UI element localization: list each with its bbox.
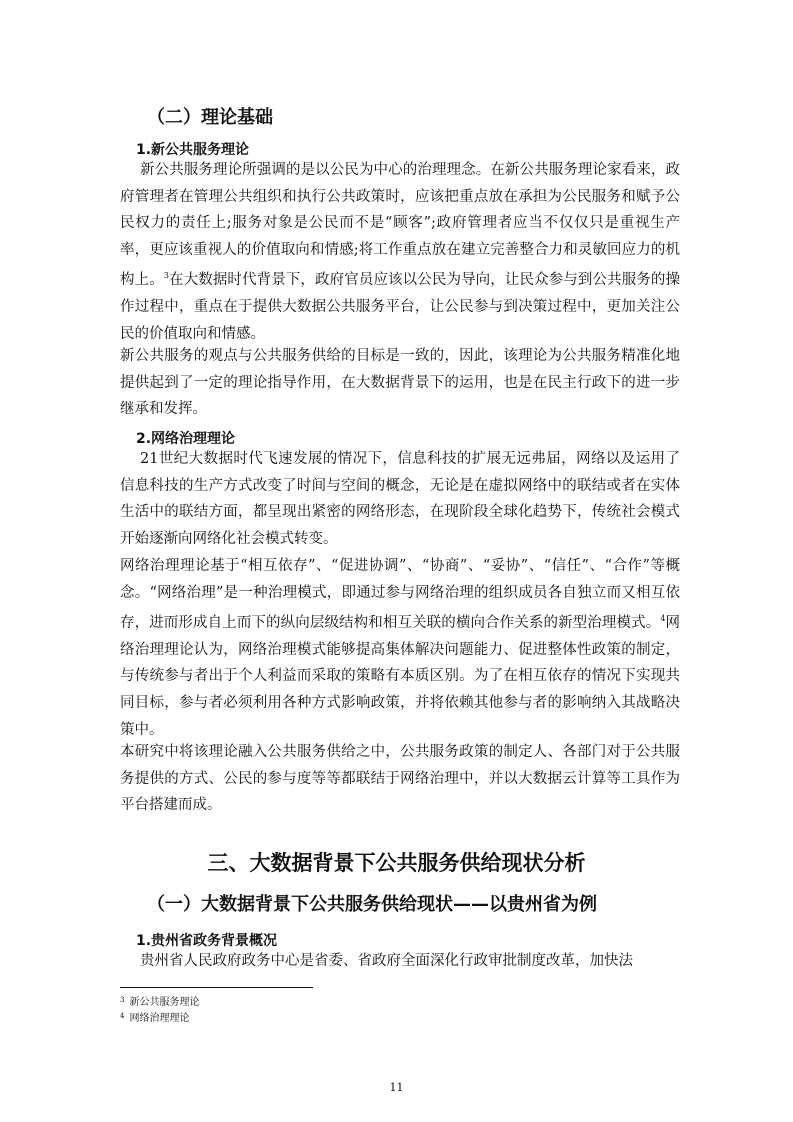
paragraph-guizhou-background: 贵州省人民政府政务中心是省委、省政府全面深化行政审批制度改革，加快法 [140,953,633,969]
paragraph-new-public-service-2: 新公共服务的观点与公共服务供给的目标是一致的，因此，该理论为公共服务精准化地提供起到了一定的理论指导作用，在大数据背景下的运用，也是在民主行政下的进一步继承和发挥。 [120,348,680,418]
section-heading: （二）理论基础 [147,107,273,128]
section-heading-2: （一）大数据背景下公共服务供给现状——以贵州省为例 [147,894,597,915]
footnote-4: $^4$ 网络治理理论 [120,1012,190,1024]
paragraph-network-governance-2: 网络治理理论基于“相互依存”、“促进协调”、“协商”、“妥协”、“信任”、“合作”等概念。“网络治理”是一种治理模式，即通过参与网络治理的组织成员各自独立而又相互依存，进而形成自上而下的纵向层级结构和相互关联的横向合作关系的新型治理模式。$^4$网络治理理论认为，网络治理模式能够提高集体解决问题能力、促进整体性政策的制定，与传统参与者出于个人利益而采取的策略有本质区别。为了在相互依存的情况下实现共同目标，参与者必须利用各种方式影响政策，并将依赖其他参与者的影响纳入其战略决策中。 [120,558,681,738]
chapter-heading: 三、大数据背景下公共服务供给现状分析 [207,851,586,875]
paragraph-network-governance-1: 21世纪大数据时代飞速发展的情况下，信息科技的扩展无远弗届，网络以及运用了信息科技的生产方式改变了时间与空间的概念，无论是在虚拟网络中的联结或者在实体生活中的联结方面，都呈现出紧密的网络形态，在现阶段全球化趋势下，传统社会模式开始逐渐向网络化社会模式转变。 [120,451,680,547]
subsection-heading-1: 1.新公共服务理论 [136,142,250,158]
subsection-heading-3: 1.贵州省政务背景概况 [136,933,278,949]
paragraph-network-governance-3: 本研究中将该理论融入公共服务供给之中，公共服务政策的制定人、各部门对于公共服务提供的方式、公民的参与度等等都联结于网络治理中，并以大数据云计算等工具作为平台搭建而成。 [120,744,680,814]
paragraph-new-public-service: 新公共服务理论所强调的是以公民为中心的治理理念。在新公共服务理论家看来，政府管理者在管理公共组织和执行公共政策时，应该把重点放在承担为公民服务和赋予公民权力的责任上;服务对象是公民而不是“顾客”;政府管理者应当不仅仅只是重视生产率，更应该重视人的价值取向和情感;将工作重点放在建立完善整合力和灵敏回应力的机构上。$^3$在大数据时代背景下，政府官员应该以公民为导向，让民众参与到公共服务的操作过程中，重点在于提供大数据公共服务平台，让公民参与到决策过程中，更加关注公民的价值取向和情感。 [120,162,681,342]
footnote-ref-4[interactable]: 4 [660,614,666,624]
footnote-divider [120,987,313,988]
footnote-3: $^3$ 新公共服务理论 [120,996,200,1008]
subsection-heading-2: 2.网络治理理论 [136,431,236,447]
footnote-ref-3[interactable]: 3 [163,271,169,281]
page-number: 11 [389,1081,404,1094]
